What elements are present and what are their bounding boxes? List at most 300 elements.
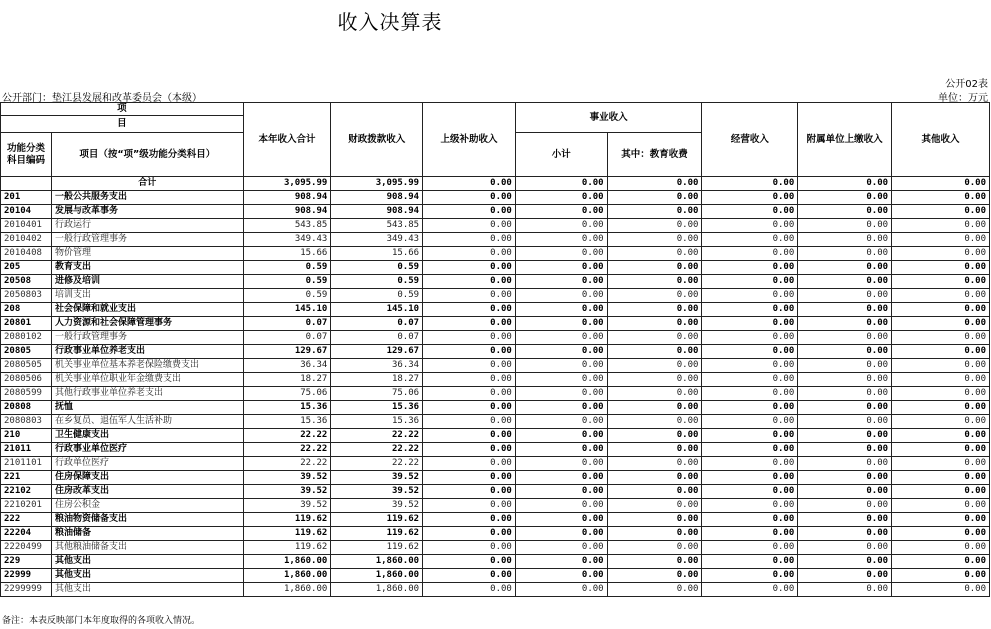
cell-sub: 0.00 [515, 191, 607, 205]
cell-fiscal: 349.43 [331, 233, 423, 247]
cell-edu: 0.00 [607, 345, 702, 359]
cell-aff: 0.00 [798, 485, 892, 499]
header-total-income: 本年收入合计 [243, 103, 331, 177]
cell-op: 0.00 [702, 289, 798, 303]
header-xiang: 项 [1, 103, 244, 116]
row-name: 进修及培训 [51, 275, 243, 289]
cell-oth: 0.00 [892, 499, 990, 513]
cell-edu: 0.00 [607, 527, 702, 541]
cell-edu: 0.00 [607, 275, 702, 289]
cell-aff: 0.00 [798, 527, 892, 541]
cell-sub: 0.00 [515, 275, 607, 289]
cell-total: 3,095.99 [243, 177, 331, 191]
cell-aff: 0.00 [798, 555, 892, 569]
cell-edu: 0.00 [607, 485, 702, 499]
cell-op: 0.00 [702, 457, 798, 471]
cell-total: 0.07 [243, 331, 331, 345]
table-row [1, 275, 990, 289]
row-code: 20801 [1, 317, 52, 331]
table-row [1, 331, 990, 345]
cell-sup: 0.00 [423, 345, 516, 359]
header-operating: 经营收入 [702, 103, 798, 177]
table-row [1, 247, 990, 261]
cell-total: 39.52 [243, 485, 331, 499]
cell-edu: 0.00 [607, 261, 702, 275]
table-row [1, 513, 990, 527]
row-name: 一般公共服务支出 [51, 191, 243, 205]
cell-total: 119.62 [243, 513, 331, 527]
cell-aff: 0.00 [798, 191, 892, 205]
cell-sup: 0.00 [423, 443, 516, 457]
row-name: 行政事业单位养老支出 [51, 345, 243, 359]
cell-sup: 0.00 [423, 555, 516, 569]
row-code: 22102 [1, 485, 52, 499]
cell-total: 39.52 [243, 499, 331, 513]
header-fiscal: 财政拨款收入 [331, 103, 423, 177]
cell-fiscal: 15.66 [331, 247, 423, 261]
cell-sup: 0.00 [423, 415, 516, 429]
cell-oth: 0.00 [892, 261, 990, 275]
row-name: 合计 [51, 177, 243, 191]
cell-aff: 0.00 [798, 513, 892, 527]
page-title: 收入决算表 [337, 10, 443, 34]
table-row [1, 373, 990, 387]
cell-edu: 0.00 [607, 429, 702, 443]
table-row [1, 219, 990, 233]
row-code: 229 [1, 555, 52, 569]
row-code: 2080505 [1, 359, 52, 373]
row-name: 在乡复员、退伍军人生活补助 [51, 415, 243, 429]
row-code: 20805 [1, 345, 52, 359]
cell-oth: 0.00 [892, 331, 990, 345]
cell-sup: 0.00 [423, 457, 516, 471]
cell-sub: 0.00 [515, 205, 607, 219]
row-name: 一般行政管理事务 [51, 331, 243, 345]
cell-edu: 0.00 [607, 177, 702, 191]
header-subtotal: 小计 [515, 133, 607, 177]
row-name: 其他支出 [51, 555, 243, 569]
table-row [1, 191, 990, 205]
row-name: 粮油物资储备支出 [51, 513, 243, 527]
row-code: 2080803 [1, 415, 52, 429]
cell-total: 0.59 [243, 261, 331, 275]
cell-edu: 0.00 [607, 331, 702, 345]
cell-sup: 0.00 [423, 289, 516, 303]
row-code [1, 177, 52, 191]
table-row [1, 289, 990, 303]
cell-total: 349.43 [243, 233, 331, 247]
cell-sup: 0.00 [423, 275, 516, 289]
cell-sup: 0.00 [423, 303, 516, 317]
cell-total: 0.07 [243, 317, 331, 331]
cell-sup: 0.00 [423, 205, 516, 219]
cell-sub: 0.00 [515, 177, 607, 191]
cell-op: 0.00 [702, 303, 798, 317]
row-code: 2080506 [1, 373, 52, 387]
row-code: 210 [1, 429, 52, 443]
cell-fiscal: 0.07 [331, 331, 423, 345]
cell-op: 0.00 [702, 401, 798, 415]
row-name: 发展与改革事务 [51, 205, 243, 219]
cell-oth: 0.00 [892, 289, 990, 303]
cell-total: 22.22 [243, 443, 331, 457]
cell-sup: 0.00 [423, 471, 516, 485]
cell-aff: 0.00 [798, 457, 892, 471]
header-education: 其中：教育收费 [607, 133, 702, 177]
cell-edu: 0.00 [607, 541, 702, 555]
cell-sub: 0.00 [515, 541, 607, 555]
cell-aff: 0.00 [798, 261, 892, 275]
cell-op: 0.00 [702, 331, 798, 345]
cell-op: 0.00 [702, 541, 798, 555]
cell-sup: 0.00 [423, 569, 516, 583]
cell-oth: 0.00 [892, 387, 990, 401]
cell-total: 908.94 [243, 191, 331, 205]
cell-oth: 0.00 [892, 415, 990, 429]
cell-oth: 0.00 [892, 317, 990, 331]
row-name: 其他粮油储备支出 [51, 541, 243, 555]
cell-sub: 0.00 [515, 415, 607, 429]
row-name: 粮油储备 [51, 527, 243, 541]
row-name: 机关事业单位基本养老保险缴费支出 [51, 359, 243, 373]
row-code: 2210201 [1, 499, 52, 513]
cell-total: 145.10 [243, 303, 331, 317]
cell-oth: 0.00 [892, 359, 990, 373]
cell-edu: 0.00 [607, 289, 702, 303]
cell-oth: 0.00 [892, 303, 990, 317]
cell-sub: 0.00 [515, 317, 607, 331]
cell-aff: 0.00 [798, 569, 892, 583]
cell-total: 1,860.00 [243, 569, 331, 583]
cell-oth: 0.00 [892, 457, 990, 471]
table-row [1, 541, 990, 555]
cell-total: 0.59 [243, 275, 331, 289]
cell-sub: 0.00 [515, 555, 607, 569]
row-code: 2010401 [1, 219, 52, 233]
cell-oth: 0.00 [892, 513, 990, 527]
cell-fiscal: 18.27 [331, 373, 423, 387]
cell-op: 0.00 [702, 499, 798, 513]
row-name: 其他行政事业单位养老支出 [51, 387, 243, 401]
header-affiliated: 附属单位上缴收入 [798, 103, 892, 177]
cell-oth: 0.00 [892, 373, 990, 387]
cell-oth: 0.00 [892, 275, 990, 289]
cell-fiscal: 15.36 [331, 401, 423, 415]
cell-edu: 0.00 [607, 303, 702, 317]
cell-sup: 0.00 [423, 331, 516, 345]
cell-op: 0.00 [702, 261, 798, 275]
cell-aff: 0.00 [798, 219, 892, 233]
row-name: 行政单位医疗 [51, 457, 243, 471]
cell-oth: 0.00 [892, 443, 990, 457]
row-name: 行政事业单位医疗 [51, 443, 243, 457]
row-name: 其他支出 [51, 569, 243, 583]
cell-edu: 0.00 [607, 317, 702, 331]
cell-total: 543.85 [243, 219, 331, 233]
cell-fiscal: 36.34 [331, 359, 423, 373]
header-superior: 上级补助收入 [423, 103, 516, 177]
cell-edu: 0.00 [607, 499, 702, 513]
table-row [1, 303, 990, 317]
table-row [1, 471, 990, 485]
cell-sup: 0.00 [423, 387, 516, 401]
cell-op: 0.00 [702, 429, 798, 443]
cell-oth: 0.00 [892, 429, 990, 443]
row-code: 2080599 [1, 387, 52, 401]
cell-edu: 0.00 [607, 219, 702, 233]
row-code: 201 [1, 191, 52, 205]
row-code: 21011 [1, 443, 52, 457]
cell-edu: 0.00 [607, 233, 702, 247]
cell-aff: 0.00 [798, 289, 892, 303]
cell-total: 22.22 [243, 429, 331, 443]
cell-op: 0.00 [702, 177, 798, 191]
cell-oth: 0.00 [892, 191, 990, 205]
table-row [1, 527, 990, 541]
cell-sub: 0.00 [515, 331, 607, 345]
cell-aff: 0.00 [798, 205, 892, 219]
cell-oth: 0.00 [892, 569, 990, 583]
cell-oth: 0.00 [892, 219, 990, 233]
table-row [1, 457, 990, 471]
table-body [1, 177, 990, 597]
cell-op: 0.00 [702, 527, 798, 541]
cell-fiscal: 22.22 [331, 443, 423, 457]
cell-sub: 0.00 [515, 233, 607, 247]
cell-total: 0.59 [243, 289, 331, 303]
cell-op: 0.00 [702, 387, 798, 401]
cell-edu: 0.00 [607, 555, 702, 569]
cell-aff: 0.00 [798, 387, 892, 401]
cell-sub: 0.00 [515, 219, 607, 233]
row-code: 2080102 [1, 331, 52, 345]
cell-total: 22.22 [243, 457, 331, 471]
cell-sup: 0.00 [423, 191, 516, 205]
cell-fiscal: 22.22 [331, 429, 423, 443]
cell-sub: 0.00 [515, 485, 607, 499]
table-row [1, 485, 990, 499]
cell-op: 0.00 [702, 205, 798, 219]
form-code: 公开02表 [945, 79, 988, 90]
cell-oth: 0.00 [892, 205, 990, 219]
cell-sub: 0.00 [515, 359, 607, 373]
unit-label: 单位：万元 [938, 93, 988, 104]
cell-aff: 0.00 [798, 541, 892, 555]
cell-op: 0.00 [702, 485, 798, 499]
row-code: 20808 [1, 401, 52, 415]
cell-sup: 0.00 [423, 373, 516, 387]
row-code: 2299999 [1, 583, 52, 597]
cell-aff: 0.00 [798, 415, 892, 429]
table-row [1, 177, 990, 191]
cell-op: 0.00 [702, 219, 798, 233]
cell-fiscal: 119.62 [331, 527, 423, 541]
cell-sub: 0.00 [515, 247, 607, 261]
row-code: 221 [1, 471, 52, 485]
cell-sup: 0.00 [423, 485, 516, 499]
table-row [1, 359, 990, 373]
cell-total: 908.94 [243, 205, 331, 219]
row-name: 行政运行 [51, 219, 243, 233]
table-row [1, 499, 990, 513]
cell-op: 0.00 [702, 359, 798, 373]
row-name: 人力资源和社会保障管理事务 [51, 317, 243, 331]
cell-sup: 0.00 [423, 513, 516, 527]
row-name: 培训支出 [51, 289, 243, 303]
table-row [1, 317, 990, 331]
cell-sub: 0.00 [515, 387, 607, 401]
income-table [0, 102, 990, 597]
cell-fiscal: 1,860.00 [331, 583, 423, 597]
cell-oth: 0.00 [892, 527, 990, 541]
row-code: 2101101 [1, 457, 52, 471]
cell-edu: 0.00 [607, 359, 702, 373]
row-name: 住房改革支出 [51, 485, 243, 499]
table-row [1, 205, 990, 219]
cell-aff: 0.00 [798, 429, 892, 443]
cell-sub: 0.00 [515, 401, 607, 415]
cell-total: 15.66 [243, 247, 331, 261]
cell-op: 0.00 [702, 233, 798, 247]
row-code: 22999 [1, 569, 52, 583]
cell-aff: 0.00 [798, 471, 892, 485]
cell-total: 119.62 [243, 541, 331, 555]
cell-aff: 0.00 [798, 373, 892, 387]
cell-op: 0.00 [702, 513, 798, 527]
cell-edu: 0.00 [607, 247, 702, 261]
table-row [1, 429, 990, 443]
cell-fiscal: 129.67 [331, 345, 423, 359]
cell-fiscal: 0.07 [331, 317, 423, 331]
cell-fiscal: 908.94 [331, 205, 423, 219]
cell-oth: 0.00 [892, 233, 990, 247]
cell-sub: 0.00 [515, 471, 607, 485]
cell-edu: 0.00 [607, 191, 702, 205]
row-name: 卫生健康支出 [51, 429, 243, 443]
cell-sup: 0.00 [423, 317, 516, 331]
cell-sub: 0.00 [515, 499, 607, 513]
cell-aff: 0.00 [798, 359, 892, 373]
cell-sup: 0.00 [423, 499, 516, 513]
cell-op: 0.00 [702, 555, 798, 569]
header-code: 功能分类科目编码 [1, 133, 52, 177]
cell-sup: 0.00 [423, 359, 516, 373]
cell-edu: 0.00 [607, 205, 702, 219]
table-row [1, 233, 990, 247]
cell-fiscal: 908.94 [331, 191, 423, 205]
cell-edu: 0.00 [607, 583, 702, 597]
cell-op: 0.00 [702, 373, 798, 387]
cell-total: 18.27 [243, 373, 331, 387]
cell-op: 0.00 [702, 191, 798, 205]
cell-edu: 0.00 [607, 513, 702, 527]
table-row [1, 443, 990, 457]
cell-fiscal: 22.22 [331, 457, 423, 471]
cell-op: 0.00 [702, 443, 798, 457]
cell-fiscal: 119.62 [331, 513, 423, 527]
cell-fiscal: 39.52 [331, 485, 423, 499]
row-code: 2010402 [1, 233, 52, 247]
cell-fiscal: 0.59 [331, 261, 423, 275]
cell-sub: 0.00 [515, 289, 607, 303]
cell-sup: 0.00 [423, 247, 516, 261]
cell-oth: 0.00 [892, 177, 990, 191]
cell-fiscal: 145.10 [331, 303, 423, 317]
row-code: 20508 [1, 275, 52, 289]
cell-total: 129.67 [243, 345, 331, 359]
cell-total: 15.36 [243, 415, 331, 429]
cell-aff: 0.00 [798, 443, 892, 457]
cell-fiscal: 39.52 [331, 499, 423, 513]
cell-aff: 0.00 [798, 233, 892, 247]
cell-edu: 0.00 [607, 457, 702, 471]
footnote: 备注：本表反映部门本年度取得的各项收入情况。 [2, 616, 201, 626]
row-name: 物价管理 [51, 247, 243, 261]
cell-fiscal: 119.62 [331, 541, 423, 555]
cell-oth: 0.00 [892, 401, 990, 415]
row-code: 2010408 [1, 247, 52, 261]
cell-sub: 0.00 [515, 429, 607, 443]
cell-total: 36.34 [243, 359, 331, 373]
cell-total: 1,860.00 [243, 583, 331, 597]
cell-sup: 0.00 [423, 219, 516, 233]
cell-fiscal: 15.36 [331, 415, 423, 429]
table-row [1, 401, 990, 415]
table-row [1, 555, 990, 569]
cell-edu: 0.00 [607, 373, 702, 387]
header-business: 事业收入 [515, 103, 702, 133]
cell-aff: 0.00 [798, 247, 892, 261]
row-name: 社会保障和就业支出 [51, 303, 243, 317]
cell-op: 0.00 [702, 345, 798, 359]
table-row [1, 569, 990, 583]
cell-oth: 0.00 [892, 345, 990, 359]
cell-total: 119.62 [243, 527, 331, 541]
row-name: 抚恤 [51, 401, 243, 415]
cell-op: 0.00 [702, 569, 798, 583]
cell-sup: 0.00 [423, 541, 516, 555]
table-row [1, 261, 990, 275]
department-label: 公开部门：垫江县发展和改革委员会（本级） [2, 93, 202, 104]
cell-fiscal: 0.59 [331, 289, 423, 303]
cell-sup: 0.00 [423, 401, 516, 415]
cell-oth: 0.00 [892, 555, 990, 569]
cell-fiscal: 543.85 [331, 219, 423, 233]
header-other: 其他收入 [892, 103, 990, 177]
cell-aff: 0.00 [798, 583, 892, 597]
cell-total: 15.36 [243, 401, 331, 415]
table-row [1, 387, 990, 401]
cell-aff: 0.00 [798, 345, 892, 359]
cell-sub: 0.00 [515, 303, 607, 317]
cell-op: 0.00 [702, 471, 798, 485]
cell-aff: 0.00 [798, 499, 892, 513]
cell-fiscal: 39.52 [331, 471, 423, 485]
cell-sub: 0.00 [515, 527, 607, 541]
row-name: 其他支出 [51, 583, 243, 597]
row-name: 教育支出 [51, 261, 243, 275]
cell-sub: 0.00 [515, 345, 607, 359]
cell-sup: 0.00 [423, 233, 516, 247]
cell-fiscal: 3,095.99 [331, 177, 423, 191]
cell-total: 1,860.00 [243, 555, 331, 569]
cell-edu: 0.00 [607, 443, 702, 457]
cell-sup: 0.00 [423, 429, 516, 443]
header-mu: 目 [1, 116, 244, 133]
cell-oth: 0.00 [892, 471, 990, 485]
row-name: 住房公积金 [51, 499, 243, 513]
cell-edu: 0.00 [607, 387, 702, 401]
